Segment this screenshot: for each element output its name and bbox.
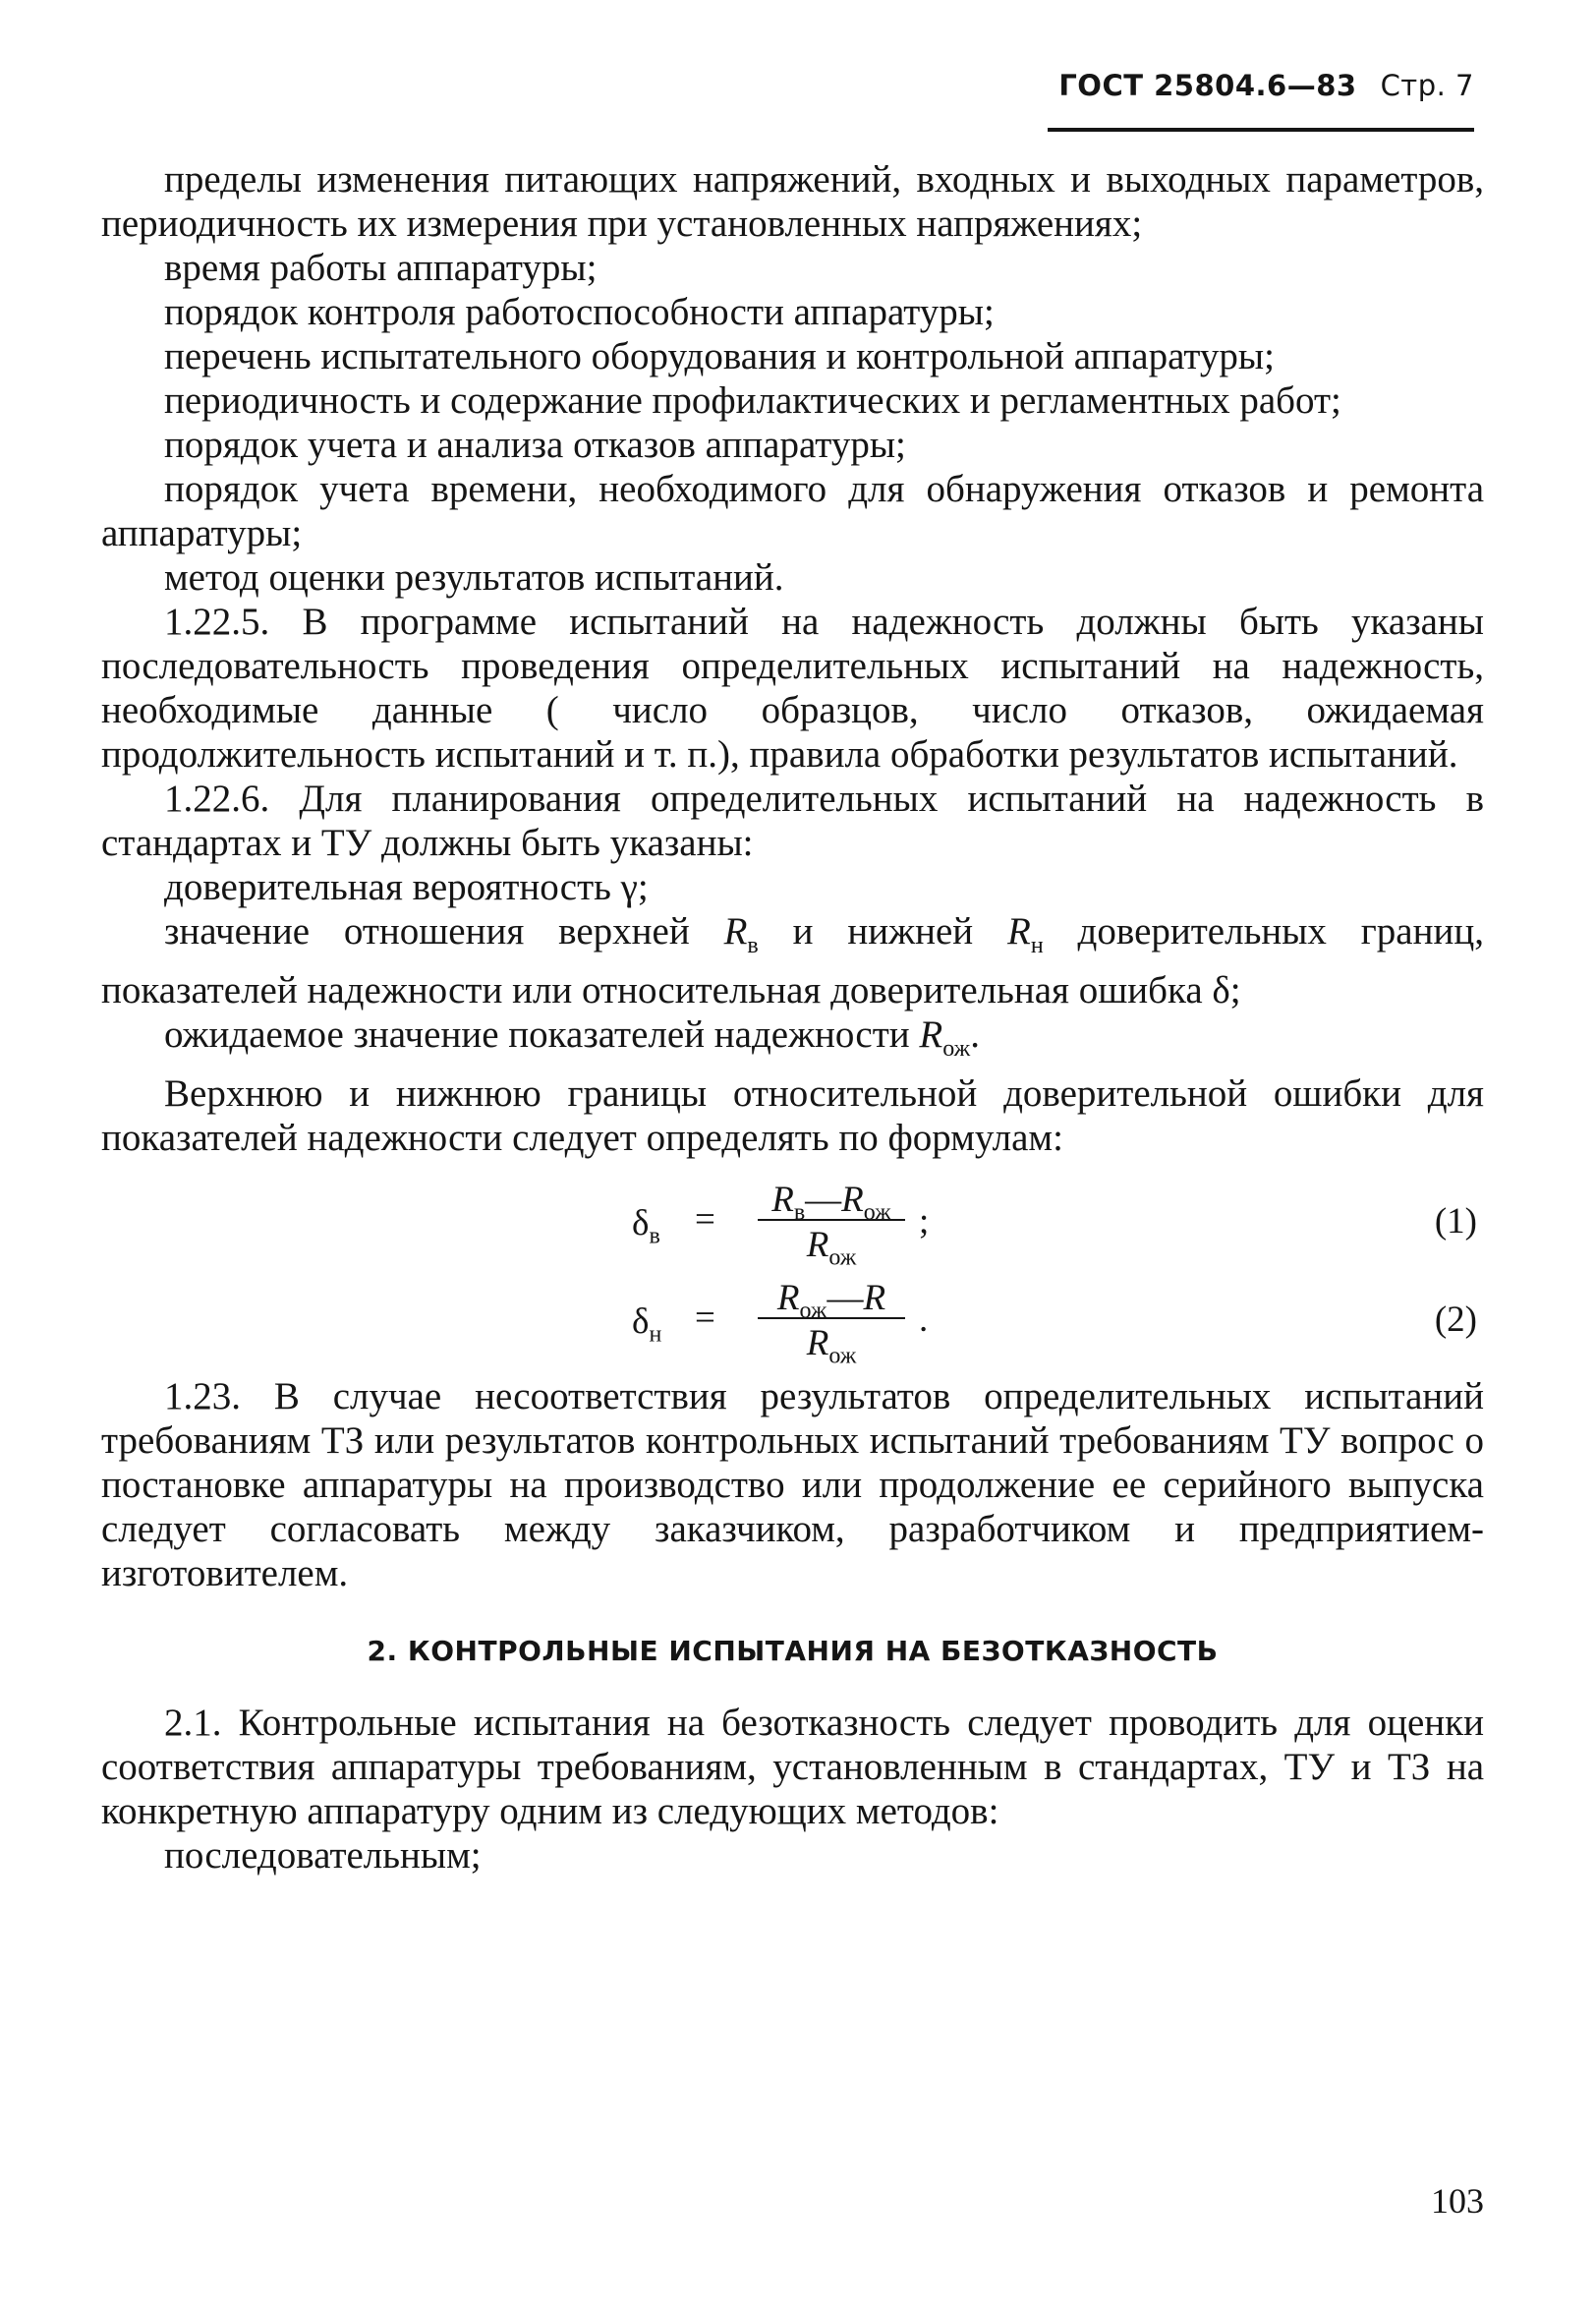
list-item: периодичность и содержание профилактических и регламентных работ; [164, 379, 1341, 422]
formula-lhs: $\delta_н$ [632, 1300, 662, 1347]
page-header [0, 69, 1474, 128]
document-body [101, 157, 1484, 1878]
list-item: порядок учета времени, необходимого для обнаружения отказов и ремонта аппаратуры; [101, 468, 1484, 554]
paragraph-2-1: 2.1. Контрольные испытания на безотказность следует проводить для оценки соответствия аппаратуры требованиям, установленным в стандартах, ТУ и ТЗ на конкретную аппаратуру одним из следующих методов: [101, 1701, 1484, 1832]
formula-1 [632, 1178, 1477, 1271]
formula-numerator: $R_{ож}—R$ [776, 1277, 886, 1323]
list-item: порядок учета и анализа отказов аппаратуры; [164, 424, 906, 466]
expected-item [101, 1012, 1484, 1071]
expected-text: ожидаемое значение показателей надежности [164, 1012, 910, 1056]
formula-block [101, 1178, 1484, 1374]
formula-equals: = [695, 1198, 715, 1240]
relation-text-a: значение отношения верхней [164, 910, 690, 953]
r-lower-sub: н [1030, 932, 1044, 958]
r-upper-sub: в [747, 932, 759, 958]
r-expected-sub: ож [942, 1035, 971, 1062]
formula-denominator: $R_{ож}$ [806, 1224, 857, 1270]
list-item: доверительная вероятность γ; [164, 866, 649, 908]
paragraph: пределы изменения питающих напряжений, входных и выходных параметров, периодичность их измерения при установленных напряжениях; [101, 158, 1484, 245]
standard-number: ГОСТ 25804.6—83 [1058, 69, 1357, 102]
list-item: перечень испытательного оборудования и контрольной аппаратуры; [164, 335, 1275, 377]
page-number: 103 [1431, 2181, 1484, 2221]
formula-fraction [758, 1178, 905, 1280]
header-rule [1048, 128, 1474, 132]
list-item: порядок контроля работоспособности аппаратуры; [164, 291, 995, 333]
list-item: время работы аппаратуры; [164, 247, 598, 289]
page-label: Стр. 7 [1380, 69, 1474, 102]
formula-number: (1) [1434, 1200, 1477, 1242]
paragraph-1-22-5: 1.22.5. В программе испытаний на надежность должны быть указаны последовательность проведения определительных испытаний на надежность, необходимые данные ( число образцов, число отказов, ожидаемая продолжительность испытаний и т. п.), правила обработки результатов испытаний. [101, 601, 1484, 776]
formula-punctuation: . [919, 1299, 929, 1340]
formula-numerator: $R_в—R_{ож}$ [771, 1179, 891, 1225]
formula-lhs: $\delta_в$ [632, 1202, 660, 1248]
formula-2 [632, 1276, 1477, 1369]
r-expected-symbol: R [919, 1012, 943, 1056]
formula-punctuation: ; [919, 1200, 930, 1242]
formula-intro: Верхнюю и нижнюю границы относительной доверительной ошибки для показателей надежности следует определять по формулам: [101, 1071, 1484, 1159]
formula-number: (2) [1434, 1299, 1477, 1340]
relation-text-b: и нижней [792, 910, 974, 953]
relation-item [101, 909, 1484, 1012]
paragraph-1-22-6: 1.22.6. Для планирования определительных испытаний на надежность в стандартах и ТУ должны быть указаны: [101, 778, 1484, 864]
formula-equals: = [695, 1297, 715, 1338]
section-title: 2. КОНТРОЛЬНЫЕ ИСПЫТАНИЯ НА БЕЗОТКАЗНОСТЬ [367, 1634, 1219, 1667]
formula-denominator: $R_{ож}$ [806, 1322, 857, 1368]
list-item: метод оценки результатов испытаний. [164, 556, 784, 599]
list-item: последовательным; [164, 1833, 482, 1877]
r-lower-symbol: R [1007, 910, 1031, 953]
paragraph-1-23: 1.23. В случае несоответствия результатов определительных испытаний требованиям ТЗ или результатов контрольных испытаний требованиям ТУ вопрос о постановке аппаратуры на производство или продолжение ее серийного выпуска следует согласовать между заказчиком, разработчиком и предприятием-изготовителем. [101, 1374, 1484, 1594]
relation-text-c: доверительных границ, показателей надежности или относительная доверительная ошибка δ; [101, 910, 1484, 1011]
r-upper-symbol: R [723, 910, 748, 953]
expected-end: . [970, 1012, 980, 1056]
formula-fraction [758, 1276, 905, 1378]
